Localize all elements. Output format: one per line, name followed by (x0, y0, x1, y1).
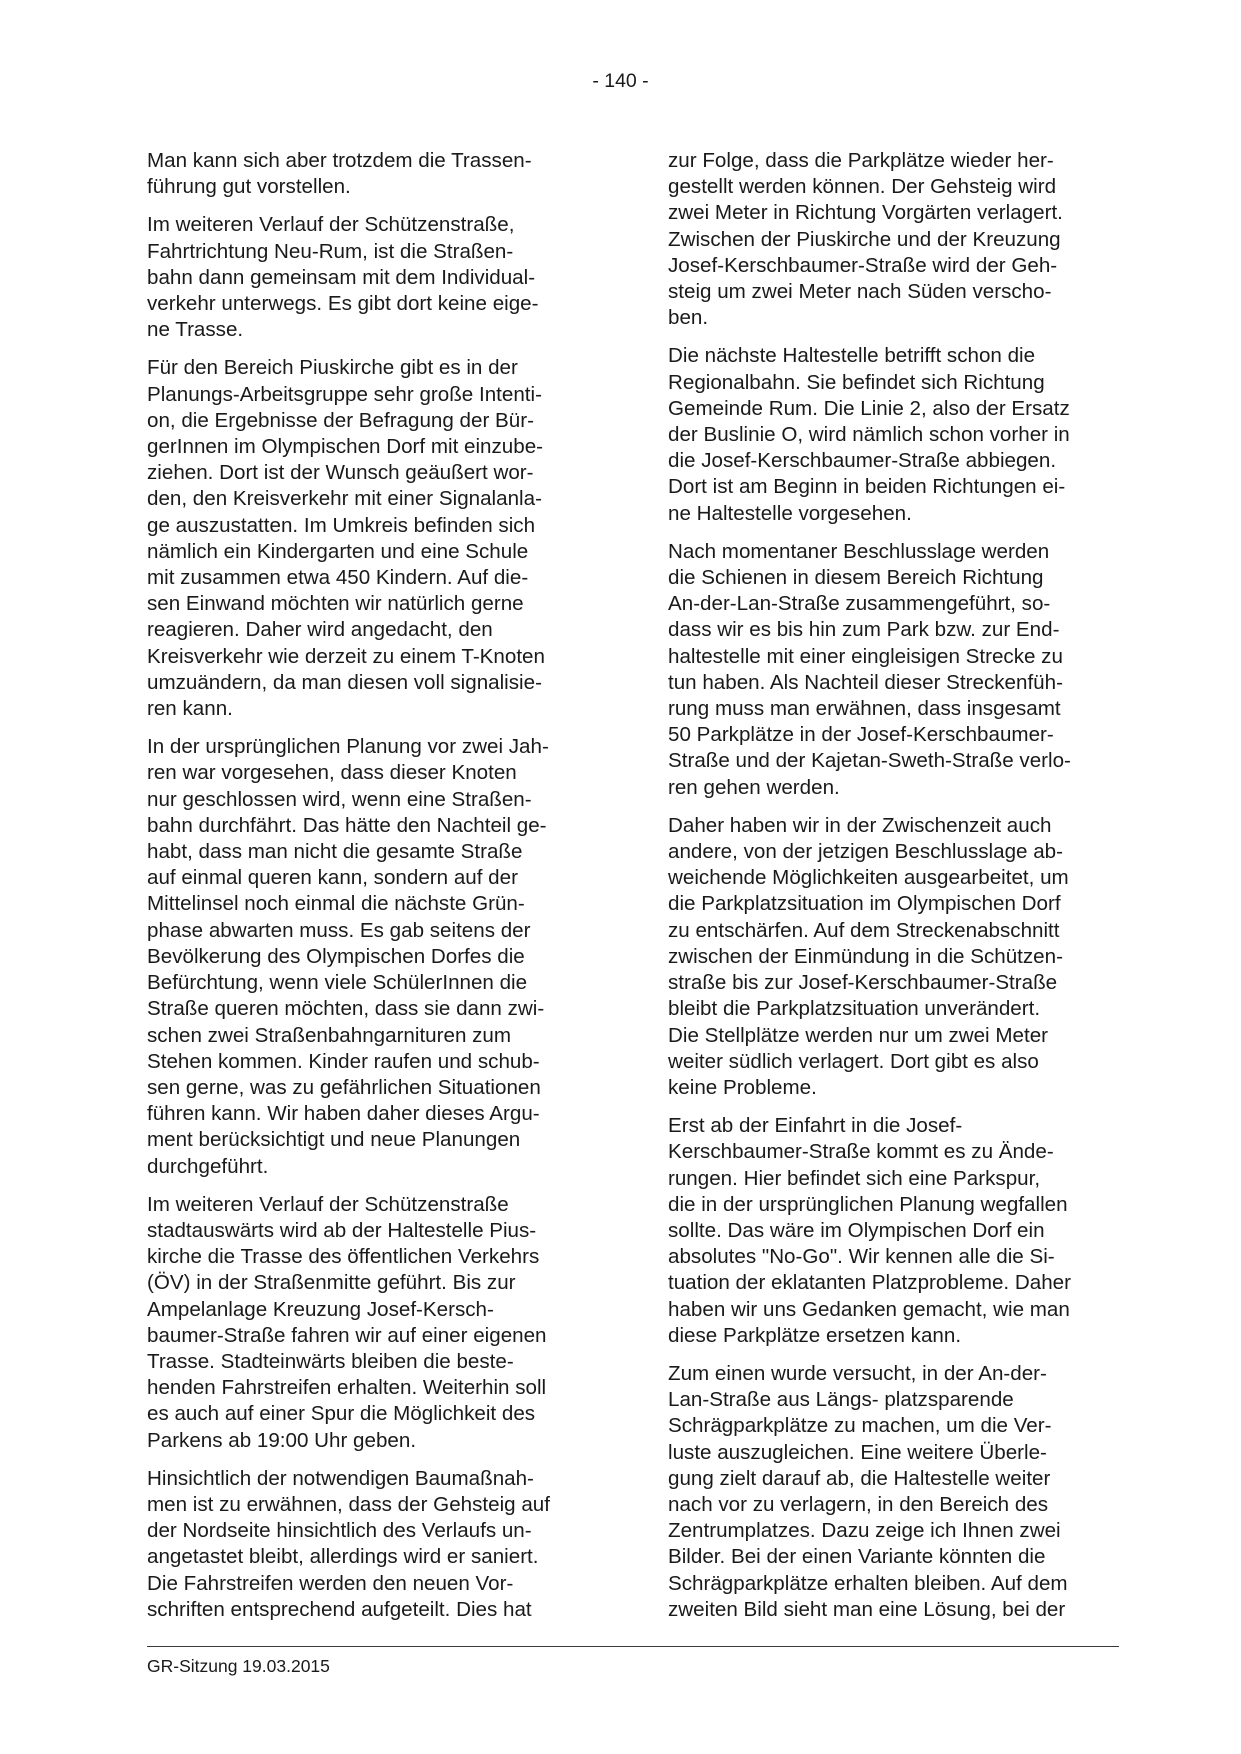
paragraph (668, 813, 1118, 1101)
text-line: ne Haltestelle vorgesehen. (668, 501, 912, 525)
text-line: Stehen kommen. Kinder raufen und schub- (147, 1049, 540, 1073)
text-line: Für den Bereich Piuskirche gibt es in der (147, 356, 518, 380)
text-line: Schrägparkplätze erhalten bleiben. Auf dem (668, 1571, 1068, 1595)
text-line: der Nordseite hinsichtlich des Verlaufs un- (147, 1519, 532, 1543)
text-line: diese Parkplätze ersetzen kann. (668, 1323, 962, 1347)
text-line: weichende Möglichkeiten ausgearbeitet, um (668, 866, 1069, 890)
text-line: Parkens ab 19:00 Uhr geben. (147, 1428, 417, 1452)
text-line: zur Folge, dass die Parkplätze wieder her- (668, 149, 1054, 172)
text-line: Kerschbaumer-Straße kommt es zu Ände- (668, 1140, 1054, 1164)
paragraph (668, 1361, 1118, 1623)
text-line: kirche die Trasse des öffentlichen Verkehrs (147, 1245, 540, 1269)
text-line: verkehr unterwegs. Es gibt dort keine eige- (147, 292, 539, 316)
text-line: Befürchtung, wenn viele SchülerInnen die (147, 971, 528, 995)
text-line: rungen. Hier befindet sich eine Parkspur, (668, 1166, 1041, 1190)
text-line: steig um zwei Meter nach Süden verscho- (668, 280, 1052, 304)
text-line: Zentrumplatzes. Dazu zeige ich Ihnen zwei (668, 1519, 1061, 1543)
text-line: die Parkplatzsituation im Olympischen Dorf (668, 892, 1061, 916)
text-line: Mittelinsel noch einmal die nächste Grün- (147, 892, 525, 916)
text-line: ren gehen werden. (668, 775, 840, 799)
text-line: ziehen. Dort ist der Wunsch geäußert wor- (147, 461, 534, 485)
text-line: weiter südlich verlagert. Dort gibt es also (668, 1049, 1039, 1073)
text-line: luste auszugleichen. Eine weitere Überle- (668, 1440, 1047, 1464)
text-line: auf einmal queren kann, sondern auf der (147, 866, 518, 890)
text-line: Die nächste Haltestelle betrifft schon die (668, 344, 1036, 368)
text-line: führung gut vorstellen. (147, 175, 351, 199)
text-line: tuation der eklatanten Platzprobleme. Daher (668, 1271, 1071, 1295)
text-line: Im weiteren Verlauf der Schützenstraße, (147, 213, 515, 237)
text-line: schriften entsprechend aufgeteilt. Dies hat (147, 1597, 532, 1621)
text-line: Straße queren möchten, dass sie dann zwi- (147, 997, 545, 1021)
text-line: die in der ursprünglichen Planung wegfallen (668, 1192, 1068, 1216)
text-line: men ist zu erwähnen, dass der Gehsteig auf (147, 1492, 550, 1516)
text-line: Zwischen der Piuskirche und der Kreuzung (668, 227, 1061, 251)
text-line: gestellt werden können. Der Gehsteig wird (668, 175, 1057, 199)
text-line: bleibt die Parkplatzsituation unverändert. (668, 997, 1041, 1021)
text-line: rung muss man erwähnen, dass insgesamt (668, 697, 1061, 721)
paragraph (147, 1466, 597, 1623)
text-line: nur geschlossen wird, wenn eine Straßen- (147, 787, 532, 811)
text-line: es auch auf einer Spur die Möglichkeit des (147, 1402, 536, 1426)
paragraph (668, 1113, 1118, 1349)
text-line: Lan-Straße aus Längs- platzsparende (668, 1388, 1014, 1412)
text-line: Hinsichtlich der notwendigen Baumaßnah- (147, 1466, 534, 1490)
text-line: Ampelanlage Kreuzung Josef-Kersch- (147, 1297, 494, 1321)
text-line: sen gerne, was zu gefährlichen Situationen (147, 1075, 541, 1099)
text-line: Kreisverkehr wie derzeit zu einem T-Knoten (147, 644, 545, 668)
text-line: bahn dann gemeinsam mit dem Individual- (147, 265, 536, 289)
text-line: (ÖV) in der Straßenmitte geführt. Bis zur (147, 1271, 516, 1295)
text-line: Erst ab der Einfahrt in die Josef- (668, 1114, 963, 1138)
paragraph (668, 539, 1118, 801)
text-line: Dort ist am Beginn in beiden Richtungen ei- (668, 475, 1066, 499)
paragraph (668, 343, 1118, 526)
page-number: - 140 - (592, 70, 649, 92)
text-line: Bilder. Bei der einen Variante könnten die (668, 1545, 1046, 1569)
text-line: ge auszustatten. Im Umkreis befinden sich (147, 513, 536, 537)
text-line: baumer-Straße fahren wir auf einer eigenen (147, 1323, 547, 1347)
text-line: ment berücksichtigt und neue Planungen (147, 1128, 521, 1152)
right-column (668, 148, 1118, 1635)
text-line: Zum einen wurde versucht, in der An-der- (668, 1361, 1047, 1385)
footer-session-date: GR-Sitzung 19.03.2015 (147, 1656, 330, 1676)
text-line: zweiten Bild sieht man eine Lösung, bei der (668, 1597, 1066, 1621)
text-line: Bevölkerung des Olympischen Dorfes die (147, 944, 525, 968)
text-line: henden Fahrstreifen erhalten. Weiterhin soll (147, 1376, 547, 1400)
text-line: Straße und der Kajetan-Sweth-Straße verlo- (668, 749, 1071, 773)
text-line: führen kann. Wir haben daher dieses Argu- (147, 1102, 540, 1126)
text-line: haltestelle mit einer eingleisigen Strecke zu (668, 644, 1063, 668)
text-line: den, den Kreisverkehr mit einer Signalanla- (147, 487, 542, 511)
text-line: phase abwarten muss. Es gab seitens der (147, 918, 531, 942)
text-line: zwischen der Einmündung in die Schützen- (668, 944, 1063, 968)
text-line: Josef-Kerschbaumer-Straße wird der Geh- (668, 253, 1058, 277)
text-line: absolutes "No-Go". Wir kennen alle die Si- (668, 1245, 1055, 1269)
text-line: 50 Parkplätze in der Josef-Kerschbaumer- (668, 723, 1054, 747)
text-line: stadtauswärts wird ab der Haltestelle Pius- (147, 1218, 537, 1242)
paragraph (147, 148, 597, 200)
text-line: angetastet bleibt, allerdings wird er saniert. (147, 1545, 539, 1569)
text-line: tun haben. Als Nachteil dieser Streckenfüh- (668, 670, 1063, 694)
text-line: Gemeinde Rum. Die Linie 2, also der Ersatz (668, 396, 1070, 420)
paragraph (147, 734, 597, 1179)
text-line: Planungs-Arbeitsgruppe sehr große Intenti- (147, 382, 542, 406)
text-line: In der ursprünglichen Planung vor zwei Jah- (147, 735, 549, 759)
text-line: reagieren. Daher wird angedacht, den (147, 618, 493, 642)
text-line: Fahrtrichtung Neu-Rum, ist die Straßen- (147, 239, 514, 263)
text-line: An-der-Lan-Straße zusammengeführt, so- (668, 592, 1051, 616)
text-line: ne Trasse. (147, 318, 244, 342)
text-line: Die Fahrstreifen werden den neuen Vor- (147, 1571, 514, 1595)
text-line: ben. (668, 306, 709, 330)
text-line: der Buslinie O, wird nämlich schon vorher in (668, 423, 1070, 447)
text-line: bahn durchfährt. Das hätte den Nachteil ge- (147, 813, 547, 837)
text-line: gerInnen im Olympischen Dorf mit einzube- (147, 435, 544, 459)
text-line: on, die Ergebnisse der Befragung der Bür- (147, 408, 534, 432)
text-line: Im weiteren Verlauf der Schützenstraße (147, 1192, 509, 1216)
text-line: Nach momentaner Beschlusslage werden (668, 539, 1050, 563)
left-column (147, 148, 597, 1635)
text-line: Trasse. Stadteinwärts bleiben die beste- (147, 1349, 514, 1373)
text-line: gung zielt darauf ab, die Haltestelle weiter (668, 1466, 1051, 1490)
text-line: Schrägparkplätze zu machen, um die Ver- (668, 1414, 1052, 1438)
paragraph (147, 1192, 597, 1454)
text-line: nach vor zu verlagern, in den Bereich des (668, 1492, 1049, 1516)
text-line: durchgeführt. (147, 1154, 269, 1178)
text-line: sen Einwand möchten wir natürlich gerne (147, 592, 524, 616)
text-line: sollte. Das wäre im Olympischen Dorf ein (668, 1218, 1045, 1242)
text-line: schen zwei Straßenbahngarnituren zum (147, 1023, 512, 1047)
text-line: zwei Meter in Richtung Vorgärten verlagert. (668, 201, 1063, 225)
paragraph (668, 148, 1118, 331)
text-line: ren war vorgesehen, dass dieser Knoten (147, 761, 517, 785)
text-line: zu entschärfen. Auf dem Streckenabschnitt (668, 918, 1060, 942)
text-line: ren kann. (147, 697, 233, 721)
text-line: umzuändern, da man diesen voll signalisie- (147, 670, 542, 694)
text-line: mit zusammen etwa 450 Kindern. Auf die- (147, 566, 529, 590)
text-line: habt, dass man nicht die gesamte Straße (147, 840, 523, 864)
text-line: die Josef-Kerschbaumer-Straße abbiegen. (668, 449, 1057, 473)
paragraph (147, 212, 597, 343)
text-line: Regionalbahn. Sie befindet sich Richtung (668, 370, 1045, 394)
text-line: dass wir es bis hin zum Park bzw. zur End- (668, 618, 1060, 642)
text-line: Die Stellplätze werden nur um zwei Meter (668, 1023, 1048, 1047)
text-line: nämlich ein Kindergarten und eine Schule (147, 539, 529, 563)
footer-divider (147, 1646, 1119, 1647)
text-line: keine Probleme. (668, 1075, 817, 1099)
text-line: die Schienen in diesem Bereich Richtung (668, 566, 1044, 590)
text-line: straße bis zur Josef-Kerschbaumer-Straße (668, 971, 1058, 995)
text-line: haben wir uns Gedanken gemacht, wie man (668, 1297, 1070, 1321)
text-line: Daher haben wir in der Zwischenzeit auch (668, 813, 1052, 837)
paragraph (147, 355, 597, 722)
text-line: Man kann sich aber trotzdem die Trassen- (147, 149, 532, 172)
text-line: andere, von der jetzigen Beschlusslage ab- (668, 840, 1063, 864)
